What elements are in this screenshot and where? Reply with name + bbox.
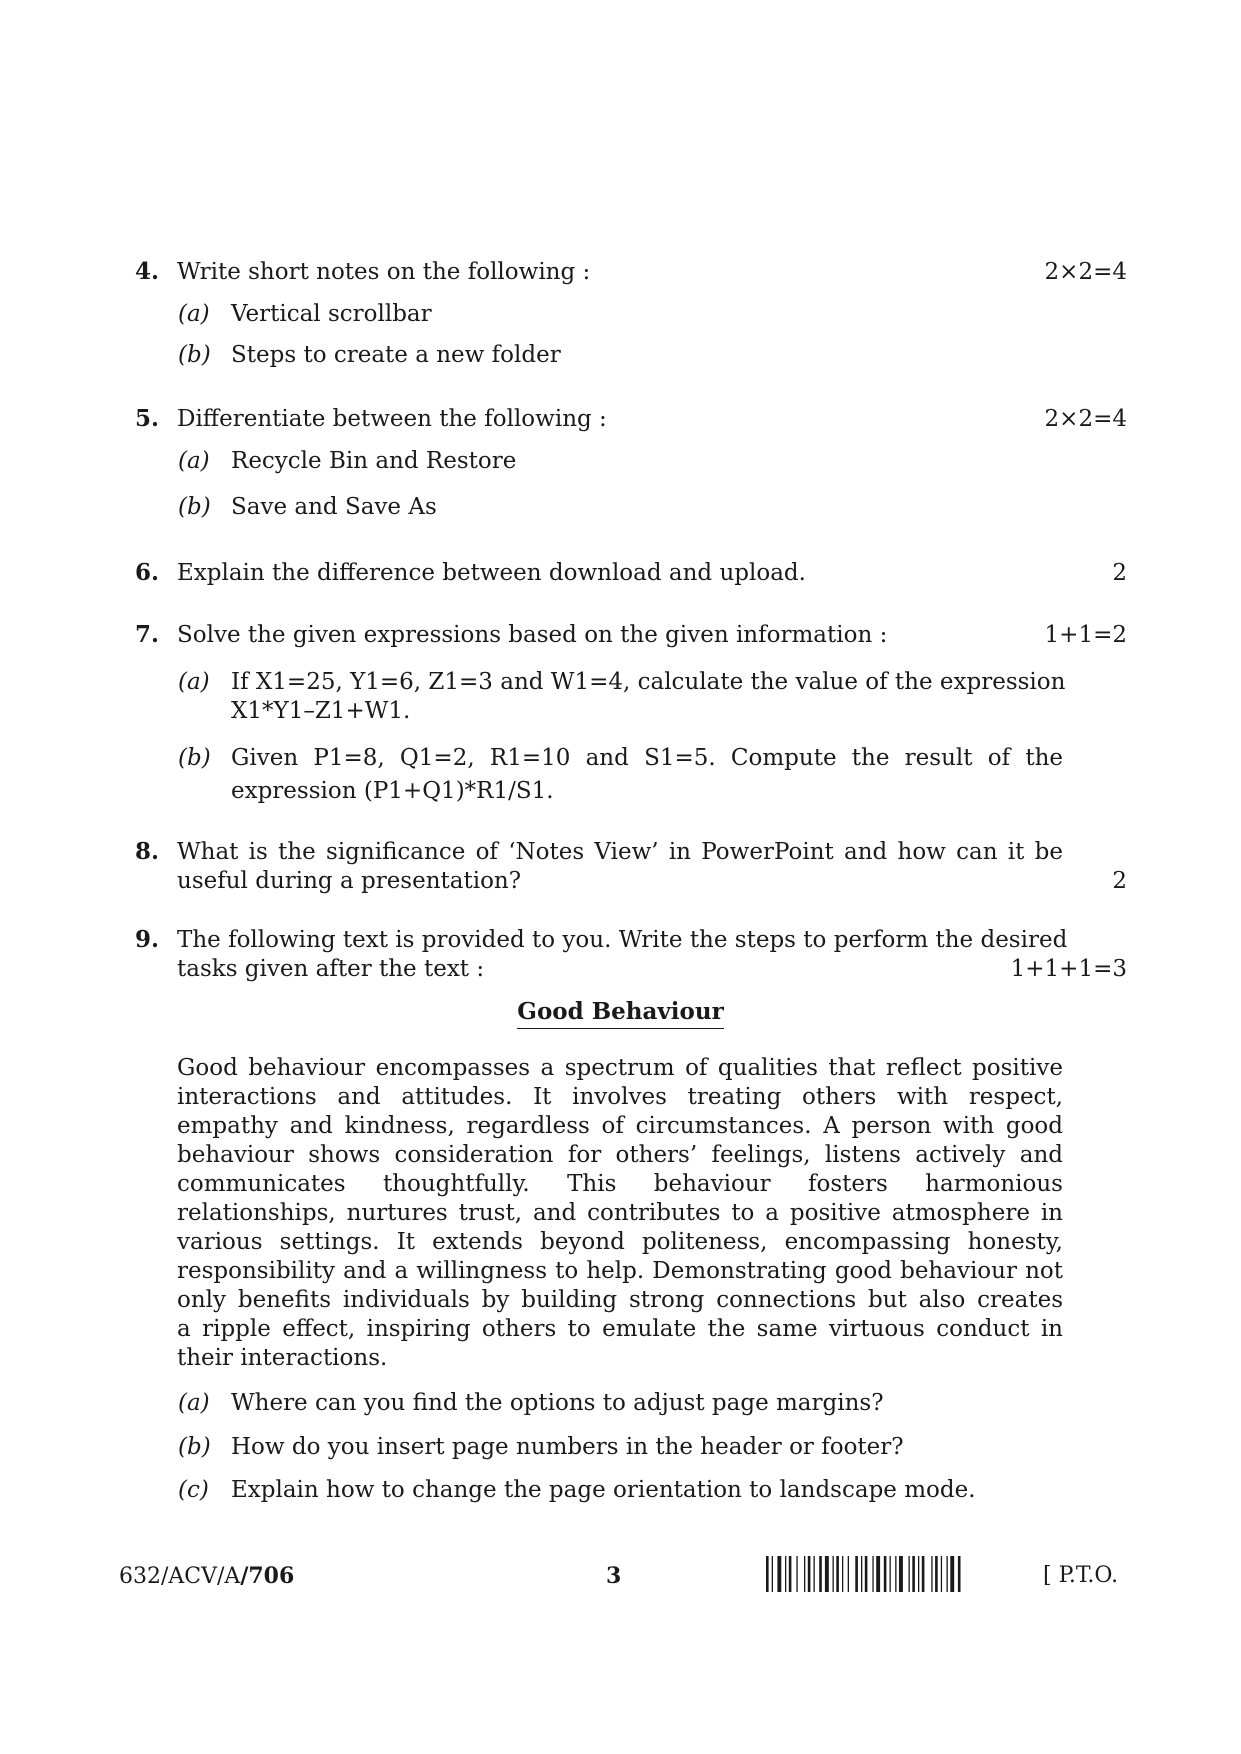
question-7-part-a-line-1: If X1=25, Y1=6, Z1=3 and W1=4, calculate the value of the expression (231, 669, 1066, 695)
question-7-part-a-line-2: X1*Y1–Z1+W1. (231, 698, 411, 724)
question-4-part-b-text: Steps to create a new folder (231, 342, 561, 368)
question-7-text: Solve the given expressions based on the given information : (177, 622, 888, 648)
passage-title: Good Behaviour (517, 998, 723, 1029)
passage-line: relationships, nurtures trust, and contributes to a positive atmosphere in (177, 1200, 1063, 1226)
paper-code-prefix: 632/ACV/A (119, 1564, 241, 1589)
question-4-number: 4. (135, 258, 160, 285)
question-4-part-a-label: (a) (178, 301, 210, 327)
question-5-part-b-label: (b) (178, 494, 211, 520)
question-4-marks: 2×2=4 (1044, 259, 1127, 285)
question-9-number: 9. (135, 926, 160, 953)
question-5-text: Differentiate between the following : (177, 406, 607, 432)
pto-label: [ P.T.O. (1043, 1563, 1119, 1588)
question-7-part-b-line-2: expression (P1+Q1)*R1/S1. (231, 778, 554, 804)
question-4-part-b-label: (b) (178, 342, 211, 368)
question-9-part-a-text: Where can you find the options to adjust page margins? (231, 1390, 884, 1416)
question-9-marks: 1+1+1=3 (1010, 956, 1127, 982)
question-5-part-a-label: (a) (178, 448, 210, 474)
question-8-line-1: What is the significance of ‘Notes View’ in PowerPoint and how can it be (177, 839, 1063, 865)
passage-line: only benefits individuals by building strong connections but also creates (177, 1287, 1063, 1313)
question-8-marks: 2 (1112, 868, 1127, 894)
question-8-number: 8. (135, 838, 160, 865)
question-6-number: 6. (135, 559, 160, 586)
passage-line: their interactions. (177, 1345, 388, 1371)
question-7-marks: 1+1=2 (1044, 622, 1127, 648)
paper-code-suffix: /706 (240, 1563, 295, 1589)
passage-line: a ripple effect, inspiring others to emulate the same virtuous conduct in (177, 1316, 1063, 1342)
passage-line: responsibility and a willingness to help. Demonstrating good behaviour not (177, 1258, 1063, 1284)
question-6-marks: 2 (1112, 560, 1127, 586)
barcode-icon (766, 1556, 1026, 1592)
question-6-text: Explain the difference between download and upload. (177, 560, 806, 586)
passage-line: various settings. It extends beyond politeness, encompassing honesty, (177, 1229, 1063, 1255)
passage-title-wrap (0, 998, 1241, 1026)
question-8-line-2: useful during a presentation? (177, 868, 522, 894)
page-number: 3 (606, 1563, 622, 1589)
passage-line: behaviour shows consideration for others’ feelings, listens actively and (177, 1142, 1063, 1168)
question-5-marks: 2×2=4 (1044, 406, 1127, 432)
passage-line: empathy and kindness, regardless of circumstances. A person with good (177, 1113, 1063, 1139)
question-9-line-2: tasks given after the text : (177, 956, 485, 982)
paper-code (119, 1562, 294, 1591)
question-9-line-1: The following text is provided to you. Write the steps to perform the desired (177, 927, 1068, 953)
question-7-part-b-label: (b) (178, 745, 211, 771)
question-9-part-b-label: (b) (178, 1434, 211, 1460)
question-5-part-b-text: Save and Save As (231, 494, 437, 520)
passage-line: Good behaviour encompasses a spectrum of qualities that reflect positive (177, 1055, 1063, 1081)
question-9-part-c-label: (c) (178, 1477, 209, 1503)
passage-line: communicates thoughtfully. This behaviour fosters harmonious (177, 1171, 1063, 1197)
question-9-part-a-label: (a) (178, 1390, 210, 1416)
question-7-part-b-line-1: Given P1=8, Q1=2, R1=10 and S1=5. Compute the result of the (231, 745, 1063, 771)
question-7-number: 7. (135, 621, 160, 648)
passage-line: interactions and attitudes. It involves treating others with respect, (177, 1084, 1063, 1110)
question-9-part-c-text: Explain how to change the page orientation to landscape mode. (231, 1477, 976, 1503)
question-4-part-a-text: Vertical scrollbar (231, 301, 432, 327)
question-7-part-a-label: (a) (178, 669, 210, 695)
question-5-number: 5. (135, 405, 160, 432)
passage-paragraph (177, 1054, 1063, 1373)
question-4-text: Write short notes on the following : (177, 259, 591, 285)
question-5-part-a-text: Recycle Bin and Restore (231, 448, 517, 474)
question-9-part-b-text: How do you insert page numbers in the header or footer? (231, 1434, 904, 1460)
